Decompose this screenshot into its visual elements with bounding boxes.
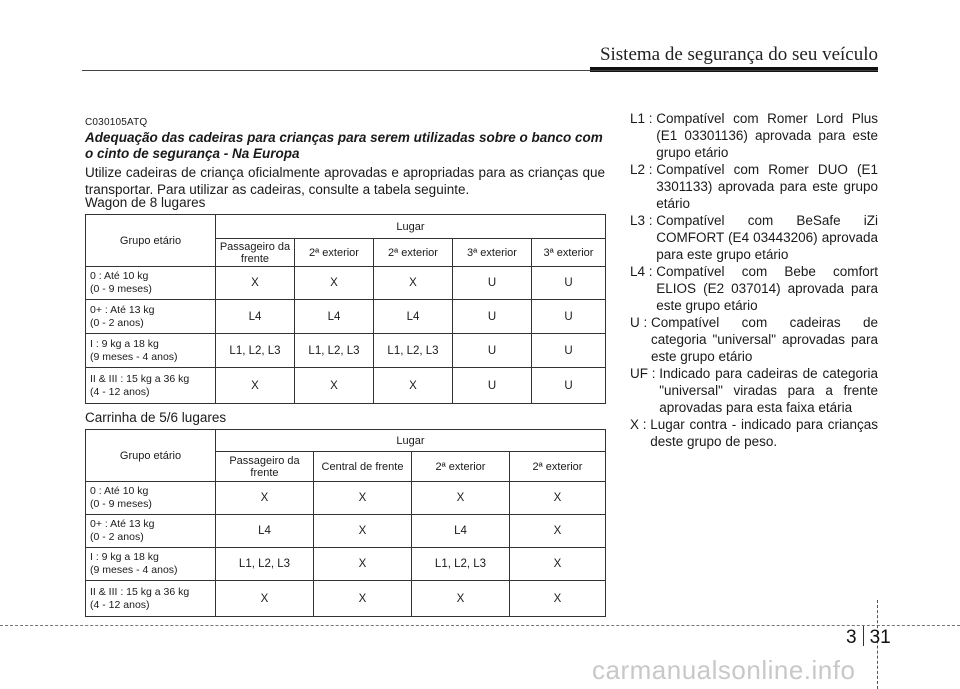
seat-value: X (412, 581, 510, 617)
group-label: II & III : 15 kg a 36 kg (90, 372, 190, 385)
table2-caption: Carrinha de 5/6 lugares (85, 410, 227, 425)
legend-item (630, 110, 878, 161)
group-label: II & III : 15 kg a 36 kg (90, 585, 190, 598)
seat-value: L1, L2, L3 (216, 548, 314, 581)
seat-value: X (412, 482, 510, 515)
header-rule (82, 70, 878, 71)
seat-value: U (453, 267, 532, 300)
legend-item (630, 314, 878, 365)
group-range: (4 - 12 anos) (90, 598, 150, 611)
table1-caption: Wagon de 8 lugares (85, 195, 206, 210)
seat-value: X (216, 368, 295, 404)
page-number-divider (863, 626, 864, 646)
column-header: 3ª exterior (453, 239, 532, 267)
seat-value: X (295, 368, 374, 404)
seat-value: U (532, 368, 606, 404)
seat-value: L1, L2, L3 (412, 548, 510, 581)
legend-item (630, 416, 878, 450)
seat-value: X (510, 548, 606, 581)
legend-text: Compatível com Romer DUO (E1 3301133) aprovada para este grupo etário (656, 162, 878, 211)
seat-table-wagon (85, 214, 606, 404)
column-header: 2ª exterior (295, 239, 374, 267)
page-number-value: 31 (869, 627, 891, 648)
seat-value: L4 (216, 300, 295, 334)
seat-value: L1, L2, L3 (216, 334, 295, 368)
table-row (86, 300, 606, 334)
group-range: (0 - 9 meses) (90, 498, 152, 510)
table-row (86, 368, 606, 404)
seat-value: X (314, 581, 412, 617)
legend-item (630, 263, 878, 314)
group-header: Grupo etário (86, 215, 216, 267)
group-range: (0 - 2 anos) (90, 531, 144, 543)
crop-mark-horizontal (0, 625, 960, 626)
seat-value: L1, L2, L3 (374, 334, 453, 368)
legend-key: L2 : (630, 162, 657, 177)
legend-list (630, 110, 878, 450)
legend-key: L1 : (630, 111, 657, 126)
legend-item (630, 365, 878, 416)
legend-key: X : (630, 417, 651, 432)
table-row (86, 548, 606, 581)
seat-value: X (510, 581, 606, 617)
group-label: I : 9 kg a 18 kg (90, 337, 159, 350)
group-range: (0 - 2 anos) (90, 316, 144, 329)
section-code: C030105ATQ (85, 117, 148, 128)
group-range: (0 - 9 meses) (90, 283, 152, 295)
column-header: Passageiro da frente (216, 452, 314, 482)
page-number (846, 626, 891, 649)
page-header-title: Sistema de segurança do seu veículo (599, 44, 878, 65)
group-range: (9 meses - 4 anos) (90, 564, 178, 576)
column-header: Central de frente (314, 452, 412, 482)
seat-value: X (374, 368, 453, 404)
group-label: 0 : Até 10 kg (90, 485, 149, 497)
table-row (86, 515, 606, 548)
seat-table-carrinha (85, 429, 606, 617)
column-header: 2ª exterior (412, 452, 510, 482)
seat-value: L4 (216, 515, 314, 548)
watermark: carmanualsonline.info (592, 655, 856, 685)
legend-key: L3 : (630, 213, 657, 228)
seat-value: U (453, 334, 532, 368)
seat-value: X (510, 482, 606, 515)
group-label: 0+ : Até 13 kg (90, 303, 155, 316)
lugar-header: Lugar (216, 215, 606, 239)
group-header: Grupo etário (86, 430, 216, 482)
column-header: Passageiro da frente (216, 239, 295, 267)
seat-value: X (216, 267, 295, 300)
seat-value: X (314, 482, 412, 515)
seat-value: X (216, 482, 314, 515)
column-header: 3ª exterior (532, 239, 606, 267)
legend-key: U : (630, 315, 652, 330)
lugar-header: Lugar (216, 430, 606, 452)
seat-value: X (374, 267, 453, 300)
seat-value: X (314, 515, 412, 548)
seat-value: U (532, 334, 606, 368)
seat-value: X (510, 515, 606, 548)
group-range: (4 - 12 anos) (90, 385, 150, 398)
legend-text: Compatível com Bebe comfort ELIOS (E2 037014) aprovada para este grupo etário (656, 264, 878, 313)
legend-text: Compatível com Romer Lord Plus (E1 03301136) aprovada para este grupo etário (656, 111, 878, 160)
seat-value: L1, L2, L3 (295, 334, 374, 368)
group-label: 0+ : Até 13 kg (90, 518, 155, 530)
chapter-number: 3 (846, 627, 857, 648)
seat-value: L4 (374, 300, 453, 334)
seat-value: X (216, 581, 314, 617)
seat-value: L4 (295, 300, 374, 334)
seat-value: U (532, 267, 606, 300)
legend-key: UF : (630, 366, 660, 381)
legend-key: L4 : (630, 264, 657, 279)
table-row (86, 581, 606, 617)
legend-text: Lugar contra - indicado para crianças deste grupo de peso. (650, 417, 878, 449)
seat-value: X (295, 267, 374, 300)
legend-text: Compatível com BeSafe iZi COMFORT (E4 03443206) aprovada para este grupo etário (656, 213, 878, 262)
legend-item (630, 161, 878, 212)
legend-text: Indicado para cadeiras de categoria "universal" viradas para a frente aprovadas para esta faixa etária (659, 366, 878, 415)
legend-text: Compatível com cadeiras de categoria "universal" aprovadas para este grupo etário (651, 315, 878, 364)
seat-value: U (453, 368, 532, 404)
seat-value: U (453, 300, 532, 334)
intro-paragraph: Utilize cadeiras de criança oficialmente aprovadas e apropriadas para as crianças que transportar. Para utilizar as cadeiras, consulte a tabela seguinte. (85, 165, 605, 197)
group-label: I : 9 kg a 18 kg (90, 551, 159, 563)
column-header: 2ª exterior (510, 452, 606, 482)
table-row (86, 267, 606, 300)
table-row (86, 482, 606, 515)
seat-value: X (314, 548, 412, 581)
column-header: 2ª exterior (374, 239, 453, 267)
group-label: 0 : Até 10 kg (90, 270, 149, 282)
legend-item (630, 212, 878, 263)
seat-value: U (532, 300, 606, 334)
seat-value: L4 (412, 515, 510, 548)
group-range: (9 meses - 4 anos) (90, 350, 178, 363)
section-heading: Adequação das cadeiras para crianças para serem utilizadas sobre o banco com o cinto de segurança - Na Europa (85, 130, 603, 161)
table-row (86, 334, 606, 368)
